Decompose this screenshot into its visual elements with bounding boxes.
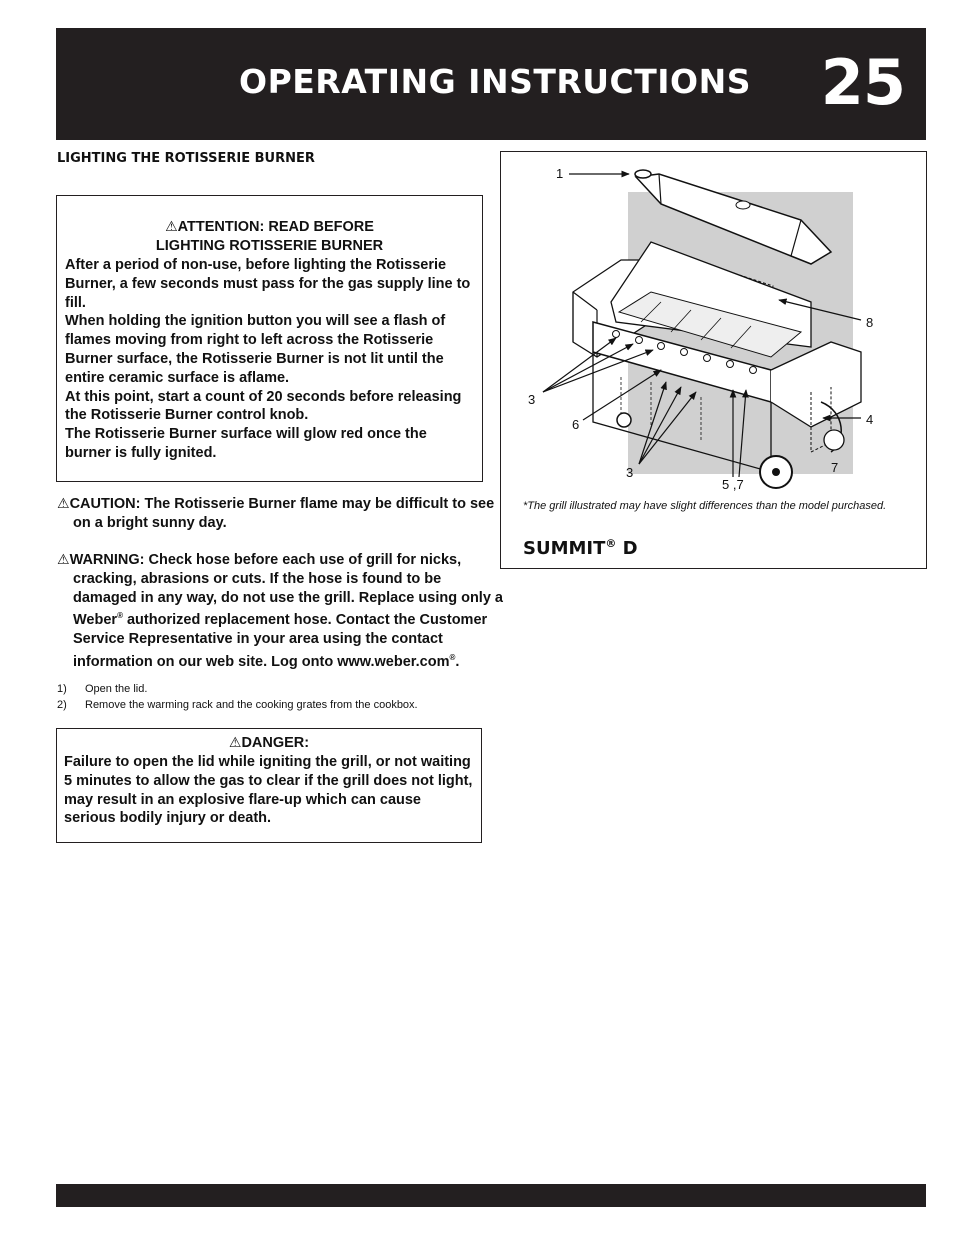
attention-box	[56, 195, 483, 482]
footer-bar	[56, 1184, 926, 1207]
attention-paragraph: At this point, start a count of 20 seconds before releasing the Rotisserie Burner control knob.	[65, 388, 462, 424]
section-heading: LIGHTING THE ROTISSERIE BURNER	[57, 151, 315, 166]
model-name: SUMMIT® D	[523, 537, 638, 559]
attention-title: ⚠ATTENTION: READ BEFORE LIGHTING ROTISSERIE BURNER	[155, 219, 384, 254]
warning-paragraph: ⚠WARNING: Check hose before each use of grill for nicks, cracking, abrasions or cuts. If the hose is found to be damaged in any way, do not use the grill. Replace using only a Weber® authorized replacement hose. Contact the Customer Service Representative in your area using the contact information on our web site. Log onto www.weber.com®.	[57, 552, 503, 670]
caution-paragraph: ⚠CAUTION: The Rotisserie Burner flame may be difficult to see on a bright sunny day.	[57, 496, 495, 531]
danger-text: Failure to open the lid while igniting the grill, or not waiting 5 minutes to allow the gas to clear if the grill does not light, may result in an explosive flare-up which can cause serious bodily injury or death.	[64, 754, 473, 827]
callout-label: 8	[866, 315, 874, 330]
page-number: 25	[820, 46, 905, 119]
warning-triangle-icon: ⚠	[57, 552, 70, 568]
callout-label: 7	[831, 460, 839, 475]
attention-paragraph: The Rotisserie Burner surface will glow red once the burner is fully ignited.	[65, 426, 427, 461]
warning-triangle-icon: ⚠	[165, 219, 178, 235]
steps-list	[57, 682, 418, 713]
callout-label: 1	[556, 166, 564, 181]
danger-box	[56, 728, 482, 843]
attention-paragraph: After a period of non-use, before lighting the Rotisserie Burner, a few seconds must pass for the gas supply line to fill.	[65, 257, 471, 311]
callout-label: 3	[528, 392, 536, 407]
callout-label: 5 ,7	[722, 477, 744, 492]
attention-paragraph: When holding the ignition button you will see a flash of flames moving from right to left across the Rotisserie Burner surface, the Rotisserie Burner is not lit until the entire ceramic surface is aflame.	[65, 313, 446, 386]
warning-triangle-icon: ⚠	[228, 735, 242, 751]
list-item: 1) Open the lid.	[57, 683, 148, 695]
callout-label: 6	[572, 417, 580, 432]
figure-box	[500, 151, 927, 569]
list-item: 2) Remove the warming rack and the cooking grates from the cookbox.	[57, 698, 418, 711]
page-title: OPERATING INSTRUCTIONS	[239, 62, 751, 101]
danger-title: ⚠DANGER:	[228, 735, 310, 751]
attention-body	[65, 256, 474, 463]
callout-label: 4	[866, 412, 874, 427]
warning-triangle-icon: ⚠	[57, 496, 70, 512]
figure-caption: *The grill illustrated may have slight differences than the model purchased.	[523, 500, 887, 512]
callout-label: 3	[626, 465, 634, 480]
grill-illustration	[501, 152, 925, 492]
